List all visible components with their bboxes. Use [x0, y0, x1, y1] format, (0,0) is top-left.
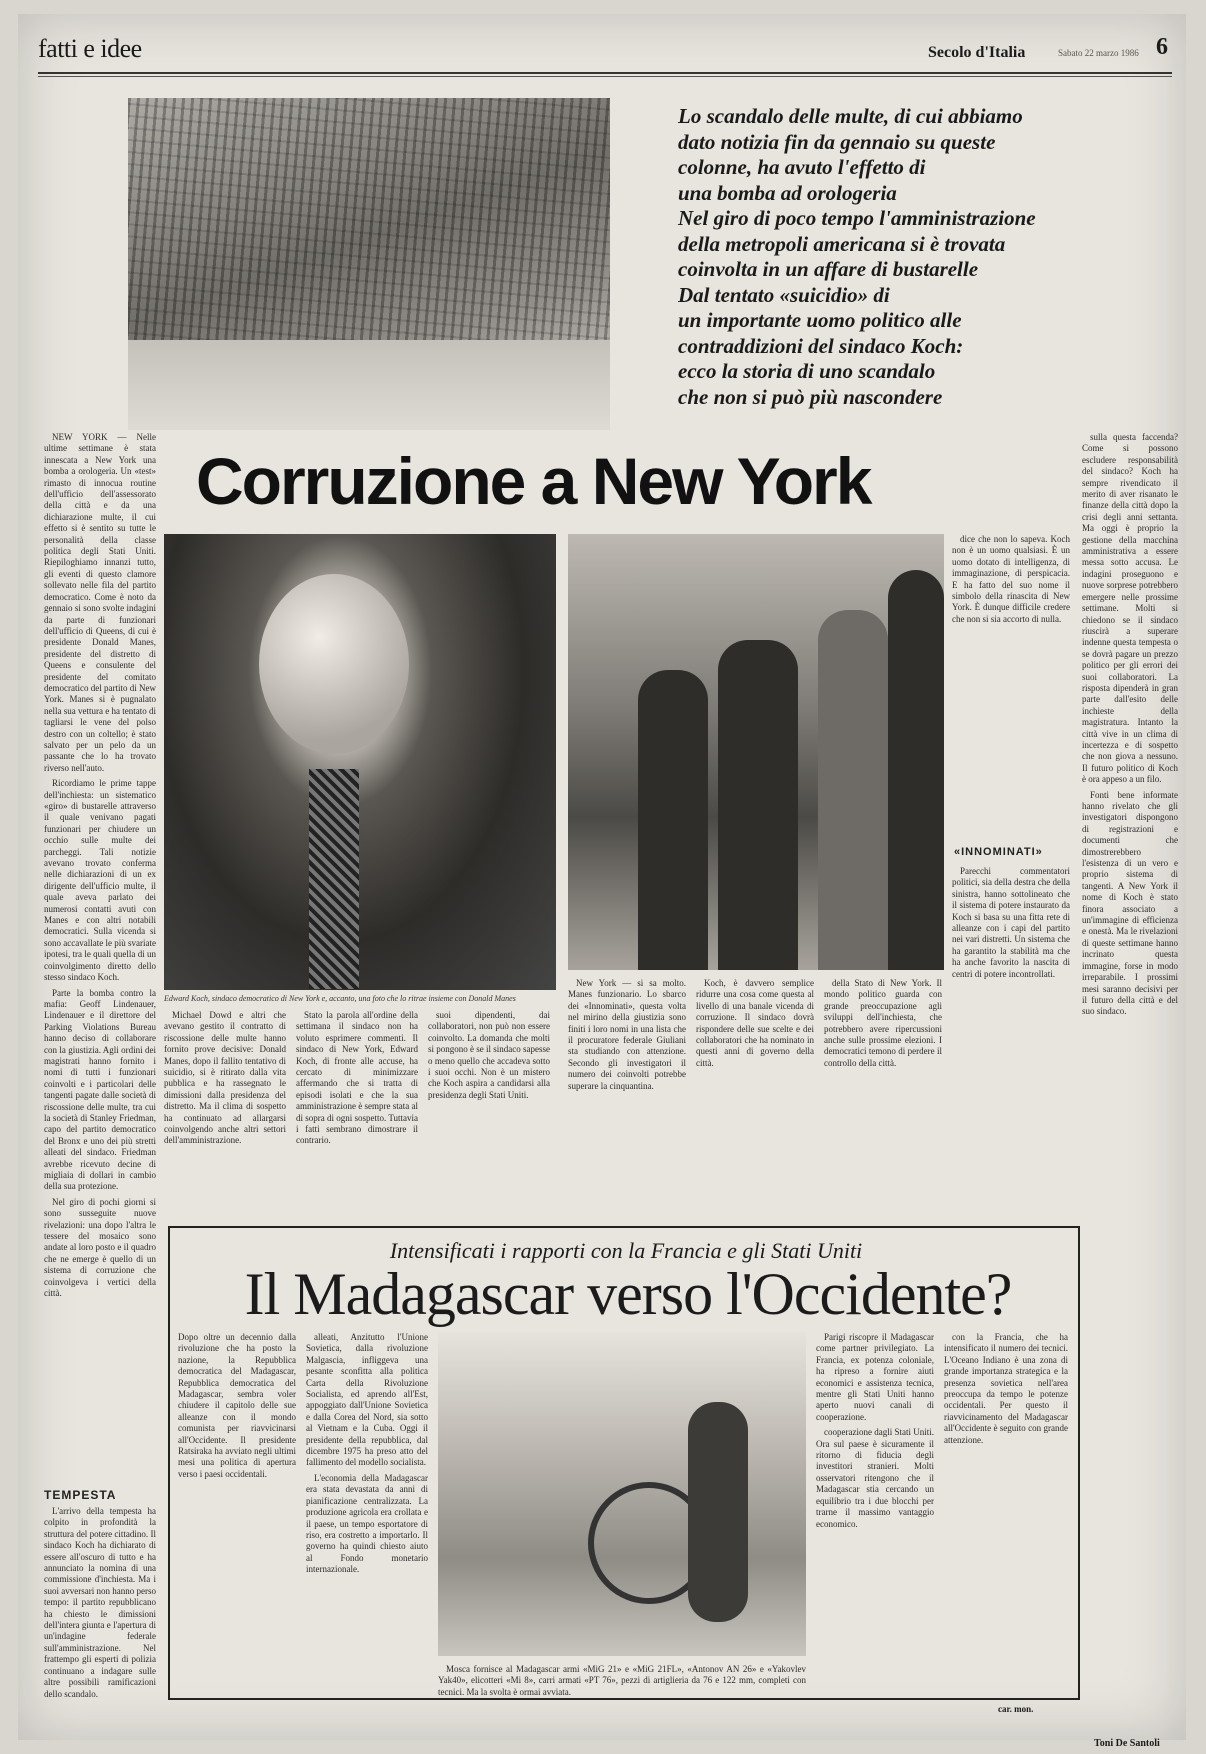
paragraph: Nel giro di pochi giorni si sono susseguite nuove rivelazioni: una dopo l'altra le tessere del mosaico sono andate al loro posto e il quadro che ne emerge è quello di un sistema di corruzione che coinvolgeva i vertici della città.: [44, 1196, 156, 1299]
paragraph: Parecchi commentatori politici, sia della destra che della sinistra, hanno sottolineato che il sistema di potere instaurato da Koch si basa su una fitta rete di alleanze con i capi del partito nei vari distretti. Un sistema che ha garantito la stabilità ma che ha anche favorito la nascita di centri di potere incontrollati.: [952, 866, 1070, 979]
deck-line: contraddizioni del sindaco Koch:: [678, 333, 964, 358]
portrait-head: [259, 574, 409, 754]
newspaper-name: Secolo d'Italia: [928, 44, 1026, 61]
article2-column: [178, 1332, 296, 1682]
koch-portrait-photo: [164, 534, 556, 990]
paragraph: dice che non lo sapeva. Koch non è un uomo qualsiasi. È un uomo dotato di intelligenza, di immaginazione, di perspicacia. E ha fatto del suo nome il simbolo della rinascita di New York. È dunque difficile credere che non si sia accorto di nulla.: [952, 534, 1070, 624]
issue-date: Sabato 22 marzo 1986: [1058, 48, 1139, 58]
paragraph: Dopo oltre un decennio dalla rivoluzione che ha posto la nazione, la Repubblica democratica del Madagascar, Repubblica democratica del Madagascar, sembra voler chiudere il capitolo delle sue alleanze con il mondo comunista per riavvicinarsi all'Occidente. Il presidente Ratsiraka ha avviato negli ultimi mesi una politica di apertura verso i paesi occidentali.: [178, 1332, 296, 1479]
article-column: [952, 534, 1070, 834]
paragraph: della Stato di New York. Il mondo politico guarda con grande preoccupazione agli sviluppi dell'inchiesta, che potrebbero avere ripercussioni anche sulle prossime elezioni. I democratici temono di perdere il controllo della città.: [824, 978, 942, 1068]
paragraph: con la Francia, che ha intensificato il numero dei tecnici. L'Oceano Indiano è una zona di grande importanza strategica e la presenza sovietica nell'area preoccupa da tempo le potenze occidentali. Per questo il riavvicinamento del Madagascar all'Occidente è seguito con grande attenzione.: [944, 1332, 1068, 1445]
newspaper-page: [18, 14, 1186, 1749]
paragraph: Ricordiamo le prime tappe dell'inchiesta: un sistematico «giro» di bustarelle attraverso il quale venivano pagati funzionari per chiudere un occhio sulle multe dei parcheggi. Tali notizie avevano trovato conferma nelle dichiarazioni di un ex dirigente dell'ufficio multe, il quale aveva parlato dei numerosi contatti avuti con Manes e con altri notabili democratici. Sulla vicenda si sono accavallate le più svariate ipotesi, tra le quali quella di un coinvolgimento diretto dello stesso sindaco Koch.: [44, 778, 156, 983]
article-column: [824, 978, 942, 1206]
rickshaw-photo: [438, 1332, 806, 1656]
figure: [718, 640, 798, 970]
masthead: [38, 22, 1172, 70]
deck-line: un importante uomo politico alle: [678, 308, 962, 332]
main-headline: Corruzione a New York: [196, 444, 871, 518]
article-column-far-right: [1082, 432, 1178, 1722]
article-column-left-bottom: [44, 1506, 156, 1734]
rickshaw-puller: [688, 1402, 748, 1622]
paragraph: Koch, è davvero semplice ridurre una cosa come questa al livello di una banale vicenda di corruzione. Il sindaco dovrà rispondere delle sue scelte e dei collaboratori che ha nominato in questi anni di governo della città.: [696, 978, 814, 1068]
paragraph: alleati, Anzitutto l'Unione Sovietica, dalla rivoluzione Malgascia, infliggeva una pesante sconfitta alla politica Carta della Rivoluzione Socialista, ed aprendo all'Est, appoggiato dall'Unione Sovietica e dalla Corea del Nord, sia sotto al Vietnam e la Cuba. Oggi il presidente della repubblica, dal dicembre 1975 ha preso atto del fallimento del modello socialista.: [306, 1332, 428, 1468]
paragraph: Fonti bene informate hanno rivelato che gli investigatori dispongono di registrazioni e documenti che dimostrerebbero l'esistenza di un vero e proprio sistema di tangenti. A New York il nome di Koch è stato finora associato a un'immagine di efficienza e onestà. Ma le rivelazioni di queste settimane hanno incrinato questa immagine, forse in modo irreparabile. I prossimi mesi saranno decisivi per il futuro della città e del suo sindaco.: [1082, 789, 1178, 1017]
street-scene-photo: [568, 534, 944, 970]
harbor-area: [128, 340, 610, 430]
article2-column: [306, 1332, 428, 1682]
deck-line: Dal tentato «suicidio» di: [678, 282, 890, 307]
article-column: [164, 1010, 286, 1206]
article2-column: [816, 1332, 934, 1682]
deck-line: Lo scandalo delle multe, di cui abbiamo: [678, 104, 1023, 128]
figure: [818, 610, 888, 970]
paragraph: Michael Dowd e altri che avevano gestito il contratto di riscossione delle multe hanno fornito prove decisive: Donald Manes, dopo il fallito tentativo di suicidio, si è ritirato dalla vita pubblica e ha rassegnato le dimissioni dalla presidenza del distretto. Ma il clima di sospetto ha continuato ad allargarsi coinvolgendo anche altri settori dell'amministrazione.: [164, 1010, 286, 1146]
article-column: [568, 978, 686, 1206]
figure: [888, 570, 944, 970]
paragraph: suoi dipendenti, dai collaboratori, non può non essere coinvolto. La domanda che molti si pongono è se il sindaco sapesse o meno quello che accadeva sotto i suoi occhi. Non è un mistero che Koch aspira a candidarsi alla presidenza degli Stati Uniti.: [428, 1010, 550, 1100]
photo-caption: Edward Koch, sindaco democratico di New York e, accanto, una foto che lo ritrae insieme con Donald Manes: [164, 994, 516, 1003]
deck-line: ecco la storia di uno scandalo: [678, 359, 936, 383]
masthead-rule: [38, 72, 1172, 74]
paragraph: New York — si sa molto. Manes funzionario. Lo sbarco dei «Innominati», questa volta nel mirino della giustizia sono finiti i loro nomi in una lista che il procuratore federale Giuliani sta studiando con attenzione. Secondo gli investigatori il numero dei coinvolti potrebbe superare la cinquantina.: [568, 978, 686, 1091]
paragraph: sulla questa faccenda? Come si possono escludere responsabilità del sindaco? Koch ha sempre rivendicato il merito di aver risanato le finanze della città dopo la crisi degli anni settanta. Ma oggi è proprio la gestione della macchina amministrativa a essere messa sotto accusa. Le indagini proseguono e nuove sorprese potrebbero emergere nelle prossime settimane. Molti si chiedono se il sindaco riuscirà a superare indenne questa tempesta o se dovrà pagare un prezzo politico per gli errori dei suoi collaboratori. La risposta dipenderà in gran parte dall'esito delle inchieste della magistratura. Intanto la città vive in un clima di incertezza e di sospetto che non giova a nessuno. Il futuro politico di Koch è ora appeso a un filo.: [1082, 432, 1178, 785]
article-column: [952, 866, 1070, 1206]
portrait-tie: [309, 769, 359, 989]
deck-line: una bomba ad orologeria: [678, 180, 897, 205]
paragraph: L'economia della Madagascar era stata devastata da anni di pianificazione centralizzata. La produzione agricola era crollata e il paese, un tempo esportatore di riso, era costretto a importarlo. Il governo ha quindi chiesto aiuto al Fondo monetario internazionale.: [306, 1472, 428, 1575]
article2-column-under-photo: [438, 1664, 806, 1697]
article-deck: [678, 104, 1108, 410]
article-column: [428, 1010, 550, 1206]
deck-line: che non si può più nascondere: [678, 384, 943, 409]
page-number: 6: [1156, 34, 1168, 60]
article-column-left: [44, 432, 156, 1482]
paragraph: cooperazione dagli Stati Uniti. Ora sul paese è sicuramente il ritorno di fiducia degli investitori stranieri. Molti osservatori ritengono che il Madagascar stia cercando un equilibrio tra i due blocchi per trarne il massimo vantaggio economico.: [816, 1427, 934, 1529]
subheading-tempesta: TEMPESTA: [44, 1488, 117, 1502]
manhattan-aerial-photo: [128, 98, 610, 430]
article2-kicker: Intensificati i rapporti con la Francia e gli Stati Uniti: [389, 1238, 863, 1263]
section-name: fatti e idee: [38, 34, 142, 63]
byline-signature: Toni De Santoli: [1094, 1738, 1160, 1749]
article2-column: [944, 1332, 1068, 1692]
deck-line: coinvolta in un affare di bustarelle: [678, 257, 979, 281]
figure: [638, 670, 708, 970]
paragraph: NEW YORK — Nelle ultime settimane è stata innescata a New York una bomba a orologeria. Un «test» rimasto di innocua routine dell'ufficio dell'assessorato della città e da una dichiarazione multe, il cui effetto si è sentito su tutte le personalità della classe politica degli Stati Uniti. Riepiloghiamo innanzi tutto, gli eventi di questo clamore sollevato nelle fila del partito democratico. Come è noto da gennaio si sono svolte indagini da parte di funzionari dell'ufficio di Queens, di cui è presidente Donald Manes, presidente del distretto di Queens e consulente del presidente del comitato democratico del partito di New York. Manes si è pugnalato nella sua vettura e ha tentato di tagliarsi le vene del polso destro con un coltello; è stato salvato per un pelo da un passante che lo ha trovato riverso nell'auto.: [44, 432, 156, 773]
article2-headline: Il Madagascar verso l'Occidente?: [244, 1261, 1012, 1327]
paragraph: Parigi riscopre il Madagascar come partner privilegiato. La Francia, ex potenza coloniale, ha ripreso a fornire aiuti economici e assistenza tecnica, mentre gli Stati Uniti hanno aperto nuovi canali di cooperazione.: [816, 1332, 934, 1422]
paragraph: Parte la bomba contro la mafia: Geoff Lindenauer, Lindenauer e il direttore del Parking Violations Bureau hanno deciso di collaborare con la giustizia. Agli ordini dei magistrati hanno fornito i nomi di tutti i funzionari coinvolti e i particolari delle tangenti pagate dalle società di riscossione delle multe, tra cui la società di Stanley Friedman, capo del partito democratico del Bronx e uno dei più stretti alleati del sindaco. Friedman avrebbe ricevuto decine di migliaia di dollari in cambio della sua protezione.: [44, 987, 156, 1192]
masthead-rule-thin: [38, 76, 1172, 77]
deck-line: colonne, ha avuto l'effetto di: [678, 155, 926, 179]
deck-line: Nel giro di poco tempo l'amministrazione: [678, 206, 1036, 230]
paragraph: Mosca fornisce al Madagascar armi «MiG 21» e «MiG 21FL», «Antonov AN 26» e «Yakovlev Yak40», elicotteri «Mi 8», carri armati «PT 76», pezzi di artiglieria da 76 e 122 mm, completi con tecnici. Ma la svolta è ormai avviata.: [438, 1664, 806, 1697]
article-column: [296, 1010, 418, 1206]
deck-line: della metropoli americana si è trovata: [678, 231, 1006, 256]
article2-signature: car. mon.: [998, 1704, 1034, 1714]
paragraph: Stato la parola all'ordine della settimana il sindaco non ha voluto esprimere commenti. Il sindaco di New York, Edward Koch, di fronte alle accuse, ha cercato di minimizzare affermando che si tratta di episodi isolati e che la sua amministrazione è sempre stata al di sopra di ogni sospetto. Tuttavia i fatti sembrano dimostrare il contrario.: [296, 1010, 419, 1146]
deck-line: dato notizia fin da gennaio su queste: [678, 129, 996, 154]
subheading-innominati: «INNOMINATI»: [954, 846, 1043, 858]
article-column: [696, 978, 814, 1206]
paragraph: L'arrivo della tempesta ha colpito in profondità la struttura del potere cittadino. Il sindaco Koch ha dichiarato di essere all'oscuro di tutto e ha annunciato la nomina di una commissione d'inchiesta. Ma i suoi avversari non hanno perso tempo: il partito repubblicano ha chiesto le dimissioni dell'intera giunta e l'apertura di un'indagine federale sull'amministrazione. Nel frattempo gli esperti di polizia continuano a indagare sulle altre possibili ramificazioni dello scandalo.: [44, 1506, 156, 1699]
